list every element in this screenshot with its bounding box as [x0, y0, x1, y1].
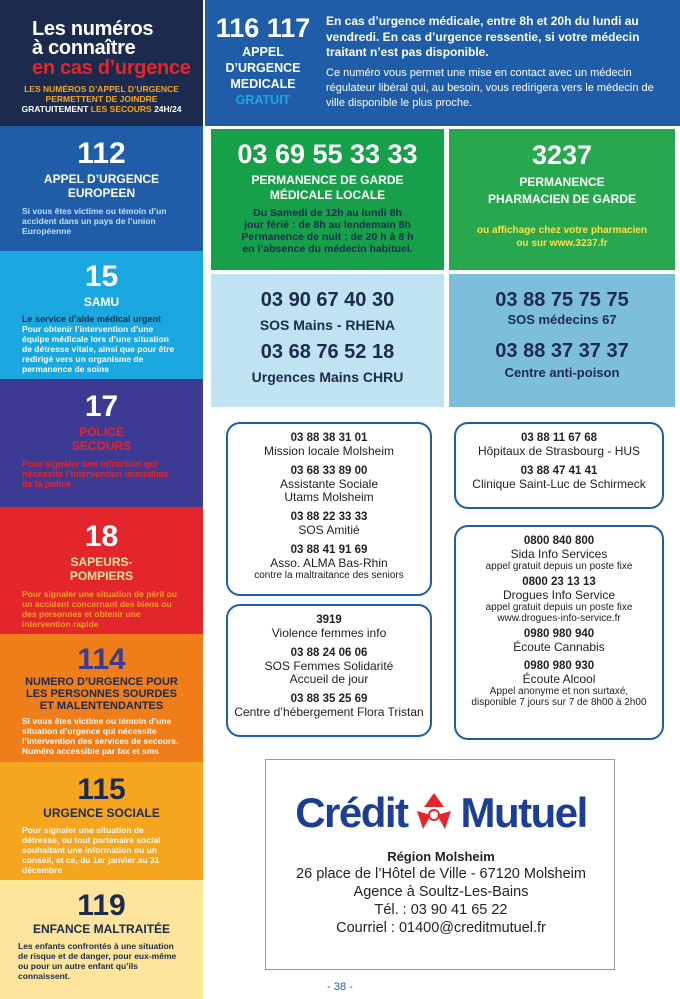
contact-note: disponible 7 jours sur 7 de 8h00 à 2h00	[471, 697, 647, 708]
top-paragraph-2: Ce numéro vous permet une mise en contact avec un médecin régulateur libéral qui, au besoin, vous redirigera vers le médecin de ville disponible le plus proche.	[326, 66, 654, 109]
contact-number: 0980 980 930	[523, 660, 595, 672]
desc-15-b: Pour obtenir l’intervention d’une équipe médicale lors d’une situation de détresse vitale, ainsi que pour être redirigé vers un organisme de permanence de soins	[22, 324, 175, 374]
contact-number: 3919	[316, 614, 342, 626]
label-sos-mains: SOS Mains - RHENA	[259, 317, 396, 333]
contact-label: Asso. ALMA Bas-Rhin	[270, 556, 388, 570]
cm-brand-1: Crédit	[295, 789, 408, 836]
cm-phone: Tél. : 03 90 41 65 22	[374, 902, 508, 918]
desc-115: Pour signaler une situation de détresse, ou tout partenaire social souhaitant une information ou un conseil, et ce, du 1er janvier au 31 décembre	[22, 825, 161, 875]
title-119: ENFANCE MALTRAITÉE	[32, 922, 171, 936]
header-title-2: à connaître	[32, 37, 136, 59]
cm-region: Région Molsheim	[387, 849, 495, 864]
title-114-c: ET MALENTENDANTES	[39, 700, 164, 712]
contact-number: 0800 840 800	[523, 535, 595, 547]
cm-logo-icon	[413, 791, 455, 835]
box-17	[0, 379, 203, 507]
number-sos-mains: 03 90 67 40 30	[260, 289, 395, 311]
number-garde-medicale: 03 69 55 33 33	[237, 139, 418, 169]
title-17-b: SECOURS	[71, 439, 132, 453]
contact-note: contre la maltraitance des seniors	[254, 570, 404, 581]
contact-label: Clinique Saint-Luc de Schirmeck	[472, 477, 646, 491]
title-18-a: SAPEURS-	[70, 555, 133, 569]
title-17-a: POLICE	[79, 425, 124, 439]
contact-note: appel gratuit depuis un poste fixe	[485, 602, 633, 613]
contact-label: Drogues Info Service	[502, 588, 616, 602]
contact-number: 0980 980 940	[523, 628, 595, 640]
top-label-1: APPEL	[242, 45, 284, 59]
title-15: SAMU	[83, 295, 120, 309]
contact-number: 03 88 38 31 01	[290, 432, 368, 444]
contacts-box-1	[226, 422, 432, 596]
garde-title-2: MÉDICALE LOCALE	[269, 188, 386, 202]
desc-112: Si vous êtes victime ou témoin d’un accident dans un pays de l’union Européenne	[22, 206, 167, 236]
contact-label: Accueil de jour	[289, 672, 369, 686]
contacts-box-4	[454, 525, 664, 740]
pharma-desc-1: ou affichage chez votre pharmacien	[476, 225, 648, 236]
number-18: 18	[84, 520, 119, 553]
label-anti-poison: Centre anti-poison	[504, 365, 620, 380]
header-sub-2: PERMETTENT DE JOINDRE	[45, 94, 158, 104]
title-114-a: NUMERO D’URGENCE POUR	[25, 676, 178, 688]
advertisement-credit-mutuel	[265, 759, 615, 970]
number-17: 17	[84, 390, 119, 423]
pharma-title-1: PERMANENCE	[519, 175, 605, 189]
top-paragraph-1: En cas d’urgence médicale, entre 8h et 20h du lundi au vendredi. En cas d’urgence ressentie, si votre médecin traitant n’est pas disponible.	[326, 14, 640, 59]
cm-brand-2: Mutuel	[460, 789, 587, 836]
number-15: 15	[84, 260, 119, 293]
box-116117	[205, 0, 680, 126]
garde-desc-2: jour férié : de 8h au lendemain 8h	[244, 219, 411, 231]
contact-label: SOS Femmes Solidarité	[264, 659, 394, 673]
contact-label: Centre d’hébergement Flora Tristan	[234, 705, 424, 719]
contact-number: 0800 23 13 13	[522, 576, 596, 588]
title-114-b: LES PERSONNES SOURDES	[26, 688, 177, 700]
number-114: 114	[77, 643, 126, 676]
contact-label: Assistante Sociale	[279, 477, 379, 491]
header-title-1: Les numéros	[32, 18, 154, 40]
contact-note: Appel anonyme et non surtaxé,	[489, 686, 629, 697]
contact-number: 03 88 47 41 41	[520, 465, 598, 477]
number-115: 115	[77, 773, 126, 806]
garde-desc-1: Du Samedi de 12h au lundi 8h	[253, 207, 402, 219]
box-112	[0, 126, 203, 251]
contact-label: Écoute Alcool	[522, 672, 596, 686]
cm-email: Courriel : 01400@creditmutuel.fr	[336, 920, 546, 936]
page-number: - 38 -	[327, 981, 353, 993]
box-garde-medicale	[211, 129, 444, 270]
box-sos-mains	[211, 274, 444, 407]
number-3237: 3237	[531, 140, 593, 170]
contact-note: www.drogues-info-service.fr	[497, 613, 621, 624]
header-sub-3	[0, 104, 203, 114]
contact-number: 03 68 33 89 00	[290, 465, 368, 477]
cm-address: 26 place de l’Hôtel de Ville - 67120 Molsheim	[296, 866, 586, 882]
header-title-3: en cas d’urgence	[32, 57, 191, 79]
top-label-2: D’URGENCE	[225, 61, 301, 75]
header-sub-3a: GRATUITEMENT	[21, 104, 91, 114]
number-112: 112	[77, 137, 126, 170]
title-18-b: POMPIERS	[69, 569, 134, 583]
contact-label: SOS Amitié	[298, 523, 360, 537]
pharma-title-2: PHARMACIEN DE GARDE	[487, 192, 636, 206]
garde-desc-3: Permanence de nuit : de 20 h à 8 h	[241, 231, 414, 243]
desc-17: Pour signaler une infraction qui nécessite l’intervention immédiate de la police	[22, 459, 170, 489]
contact-label: Mission locale Molsheim	[263, 444, 395, 458]
garde-desc-4: en l’absence du médecin habituel.	[242, 243, 413, 255]
contact-label: Sida Info Services	[510, 547, 608, 561]
desc-15-a: Le service d’aide médical urgent	[22, 314, 162, 324]
contacts-box-3	[226, 604, 432, 737]
contact-label: Utams Molsheim	[284, 490, 374, 504]
contact-label: Écoute Cannabis	[513, 640, 605, 654]
number-116117: 116 117	[215, 13, 311, 43]
header-box	[0, 0, 203, 126]
contact-label: Hôpitaux de Strasbourg - HUS	[477, 444, 641, 458]
box-3237	[449, 129, 675, 270]
contact-number: 03 88 24 06 06	[290, 647, 368, 659]
header-sub-1: LES NUMÉROS D’APPEL D’URGENCE	[24, 84, 179, 94]
number-sos-medecins: 03 88 75 75 75	[495, 289, 629, 311]
contacts-box-2	[454, 422, 664, 509]
header-sub-3b: LES SECOURS	[90, 104, 152, 114]
top-label-3: MEDICALE	[230, 77, 296, 91]
box-114	[0, 634, 203, 762]
contact-number: 03 88 35 25 69	[290, 693, 368, 705]
desc-119: Les enfants confrontés à une situation de risque et de danger, pour eux-même ou pour un autre enfant qu’ils connaissent.	[18, 941, 177, 981]
contact-label: Violence femmes info	[271, 626, 387, 640]
desc-114: Si vous êtes victime ou témoin d’une situation d’urgence qui nécessite l’intervention des services de secours. Numéro accessible par fax et sms	[22, 716, 179, 756]
contact-number: 03 88 22 33 33	[290, 511, 368, 523]
number-urgences-mains: 03 68 76 52 18	[260, 341, 395, 363]
desc-18: Pour signaler une situation de péril ou un accident concernant des biens ou des personnes et obtenir une intervention rapide	[22, 589, 177, 629]
pharma-desc-2: ou sur www.3237.fr	[516, 238, 608, 249]
box-119	[0, 880, 203, 999]
contact-note: appel gratuit depuis un poste fixe	[485, 561, 633, 572]
box-18	[0, 507, 203, 634]
number-anti-poison: 03 88 37 37 37	[495, 340, 629, 362]
title-112-a: APPEL D’URGENCE	[43, 172, 160, 186]
top-label-4: GRATUIT	[235, 93, 291, 107]
cm-agence: Agence à Soultz-Les-Bains	[353, 884, 529, 900]
box-sos-medecins	[449, 274, 675, 407]
number-119: 119	[77, 889, 126, 922]
cm-logo	[266, 788, 616, 838]
garde-title-1: PERMANENCE DE GARDE	[251, 173, 404, 187]
header-sub-3c: 24H/24	[151, 104, 182, 114]
contact-number: 03 88 11 67 68	[520, 432, 598, 444]
label-sos-medecins: SOS médecins 67	[507, 312, 617, 327]
box-115	[0, 762, 203, 880]
label-urgences-mains: Urgences Mains CHRU	[251, 369, 404, 385]
contact-number: 03 88 41 91 69	[290, 544, 368, 556]
title-112-b: EUROPEEN	[67, 186, 136, 200]
box-15	[0, 251, 203, 379]
title-115: URGENCE SOCIALE	[43, 806, 160, 820]
